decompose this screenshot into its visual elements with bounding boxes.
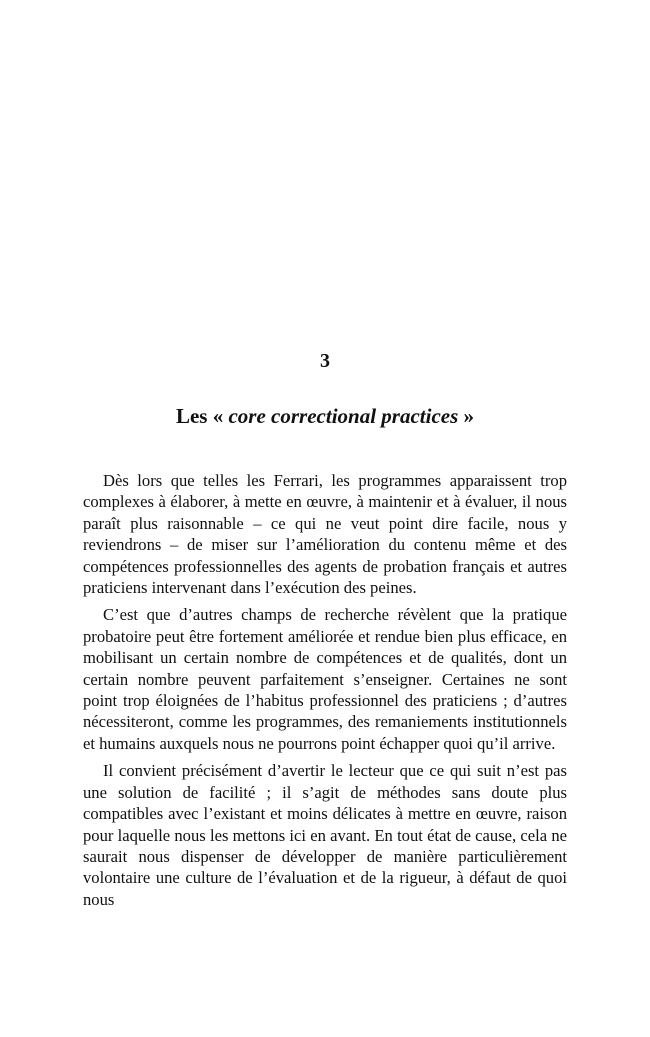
paragraph-1: Dès lors que telles les Ferrari, les programmes apparaissent trop complexes à élaborer, à mette en œuvre, à maintenir et à évaluer, il nous paraît plus raisonnable – ce qui ne veut point dire facile, nous y reviendrons – de miser sur l’amélioration du contenu même et des compétences professionnelles des agents de probation français et autres praticiens intervenant dans l’exécution des peines. [83, 471, 567, 598]
paragraph-2: C’est que d’autres champs de recherche révèlent que la pratique probatoire peut être fortement améliorée et rendue bien plus efficace, en mobilisant un certain nombre de compétences et de qualités, dont un certain nombre peuvent parfaitement s’enseigner. Certaines ne sont point trop éloignées de l’habitus professionnel des praticiens ; d’autres nécessiteront, comme les programmes, des remaniements institutionnels et humains auxquels nous ne pourrons point échapper quoi qu’il arrive. [83, 605, 567, 753]
chapter-title-prefix: Les « [175, 404, 229, 428]
chapter-number: 3 [320, 350, 330, 372]
paragraph-3: Il convient précisément d’avertir le lecteur que ce qui suit n’est pas une solution de facilité ; il s’agit de méthodes sans doute plus compatibles avec l’existant et moins délicates à mettre en œuvre, raison pour laquelle nous les mettons ici en avant. En tout état de cause, cela ne saurait nous dispenser de développer de manière particulièrement volontaire une culture de l’évaluation et de la rigueur, à défaut de quoi nous [83, 761, 567, 909]
body-text [83, 470, 567, 916]
chapter-title-italic: core correctional practices [228, 404, 459, 428]
chapter-title [0, 403, 650, 429]
chapter-title-suffix: » [458, 404, 475, 428]
